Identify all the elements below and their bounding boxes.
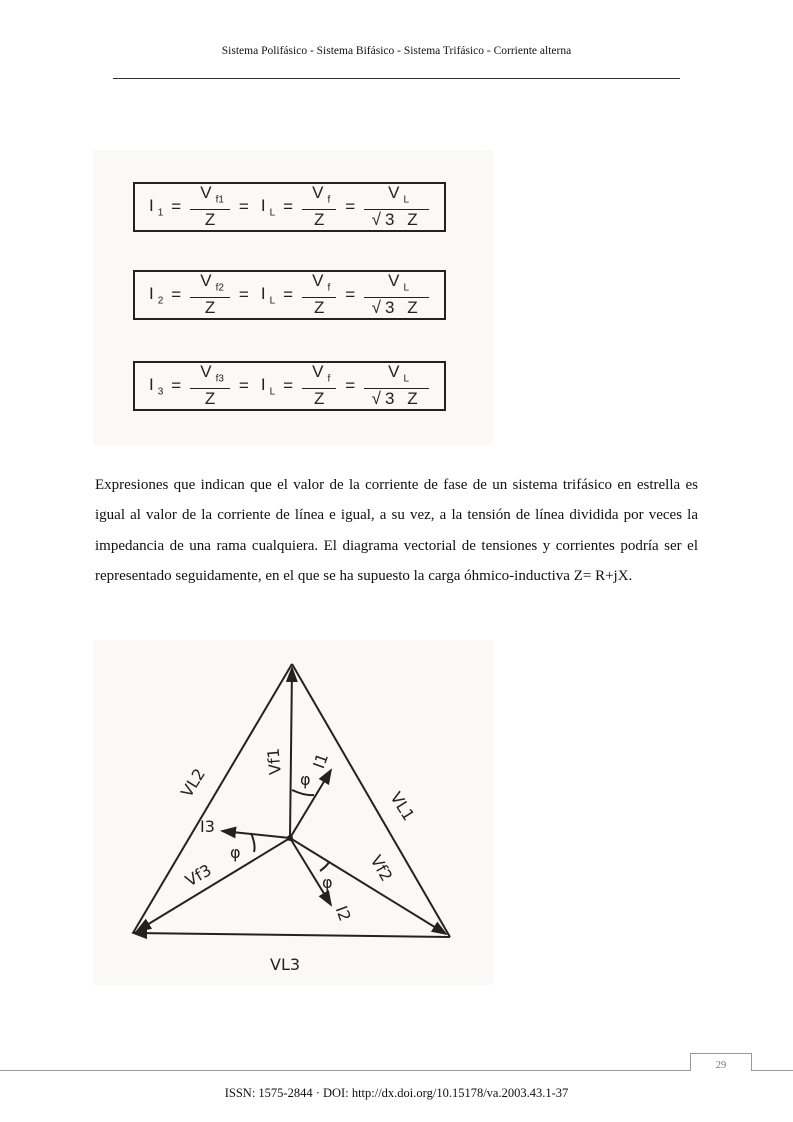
label-vf2: Vf2 xyxy=(366,851,397,885)
numerator-subscript: f3 xyxy=(215,373,224,385)
equals-sign: = xyxy=(238,285,249,304)
numerator: V xyxy=(388,361,400,381)
label-phi1: φ xyxy=(300,770,311,789)
line-current-subscript: L xyxy=(269,207,276,219)
numerator: V xyxy=(200,361,212,381)
denominator: Z xyxy=(313,389,325,409)
vl2-line xyxy=(133,664,292,933)
line-current-subscript: L xyxy=(269,386,276,398)
numerator-subscript: f xyxy=(327,373,331,385)
denominator: Z xyxy=(204,389,216,409)
label-i3: I3 xyxy=(200,817,215,836)
numerator-subscript: L xyxy=(403,373,410,385)
footer-citation: ISSN: 1575-2844 · DOI: http://dx.doi.org/10.15178/va.2003.43.1-37 xyxy=(224,1086,569,1100)
numerator-subscript: f xyxy=(327,282,331,294)
root-value: 3 xyxy=(384,298,395,318)
equals-sign: = xyxy=(238,376,249,395)
denominator: Z xyxy=(407,298,418,318)
numerator-subscript: L xyxy=(403,282,410,294)
denominator: Z xyxy=(204,210,216,230)
label-vl1: VL1 xyxy=(386,788,419,825)
root-value: 3 xyxy=(384,389,395,409)
line-current: I xyxy=(260,195,266,215)
lhs-subscript: 2 xyxy=(157,295,164,307)
lhs-subscript: 3 xyxy=(157,386,164,398)
numerator: V xyxy=(312,361,324,381)
lhs-symbol: I xyxy=(149,283,154,303)
denominator: Z xyxy=(407,389,418,409)
phi3-arc xyxy=(251,833,255,852)
equals-sign: = xyxy=(238,197,249,216)
lhs-subscript: 1 xyxy=(157,207,164,219)
fraction-vl: $\frac{V _L}{√ 3 Z}$ xyxy=(364,184,429,230)
numerator-subscript: L xyxy=(403,194,410,206)
root-value: 3 xyxy=(384,210,395,230)
fraction-vl: $\frac{V _L}{√ 3 Z}$ xyxy=(364,272,429,318)
equals-sign: = xyxy=(283,285,294,304)
body-paragraph: Expresiones que indican que el valor de la corriente de fase de un sistema trifásico en estrella es igual al valor de la corriente de línea e igual, a su vez, a la tensión de línea dividida por veces la impedancia de una rama cualquiera. El diagrama vectorial de tensiones y corrientes podría ser el representado seguidamente, en el que se ha supuesto la carga óhmico-inductiva Z= R+jX. xyxy=(95,477,698,584)
lhs-symbol: I xyxy=(149,195,154,215)
numerator: V xyxy=(388,270,400,290)
label-vf3: Vf3 xyxy=(182,860,215,891)
lhs-symbol: I xyxy=(149,374,154,394)
page-number: 29 xyxy=(690,1053,752,1071)
numerator-subscript: f xyxy=(327,194,331,206)
i3-vector xyxy=(222,831,290,838)
numerator: V xyxy=(200,182,212,202)
label-vl2: VL2 xyxy=(176,765,210,801)
fraction-vl: $\frac{V _L}{√ 3 Z}$ xyxy=(364,363,429,409)
phi1-arc xyxy=(292,790,314,795)
label-phi2: φ xyxy=(322,873,333,892)
vl3-line xyxy=(133,933,450,937)
phi2-arc xyxy=(320,862,329,871)
line-current: I xyxy=(260,283,266,303)
running-header: Sistema Polifásico - Sistema Bifásico - Sistema Trifásico - Corriente alterna xyxy=(221,45,572,57)
vl1-line xyxy=(292,664,450,937)
equals-sign: = xyxy=(283,197,294,216)
footer-rule xyxy=(0,1070,793,1071)
numerator-subscript: f2 xyxy=(215,282,224,294)
label-phi3: φ xyxy=(230,843,241,862)
label-i2: I2 xyxy=(331,903,355,924)
vf2-vector xyxy=(290,838,446,934)
denominator: Z xyxy=(204,298,216,318)
denominator: Z xyxy=(313,298,325,318)
label-vf1: Vf1 xyxy=(263,747,285,776)
equals-sign: = xyxy=(345,376,356,395)
equals-sign: = xyxy=(171,376,182,395)
vf1-vector xyxy=(290,668,292,838)
numerator: V xyxy=(388,182,400,202)
line-current: I xyxy=(260,374,266,394)
equals-sign: = xyxy=(345,285,356,304)
denominator: Z xyxy=(313,210,325,230)
equals-sign: = xyxy=(283,376,294,395)
denominator: Z xyxy=(407,210,418,230)
numerator: V xyxy=(200,270,212,290)
equals-sign: = xyxy=(171,285,182,304)
label-i1: I1 xyxy=(309,750,333,772)
numerator: V xyxy=(312,182,324,202)
label-vl3: VL3 xyxy=(270,955,301,974)
equals-sign: = xyxy=(171,197,182,216)
numerator: V xyxy=(312,270,324,290)
line-current-subscript: L xyxy=(269,295,276,307)
vf3-vector xyxy=(137,838,290,931)
i2-vector xyxy=(290,838,331,905)
equals-sign: = xyxy=(345,197,356,216)
numerator-subscript: f1 xyxy=(215,194,224,206)
